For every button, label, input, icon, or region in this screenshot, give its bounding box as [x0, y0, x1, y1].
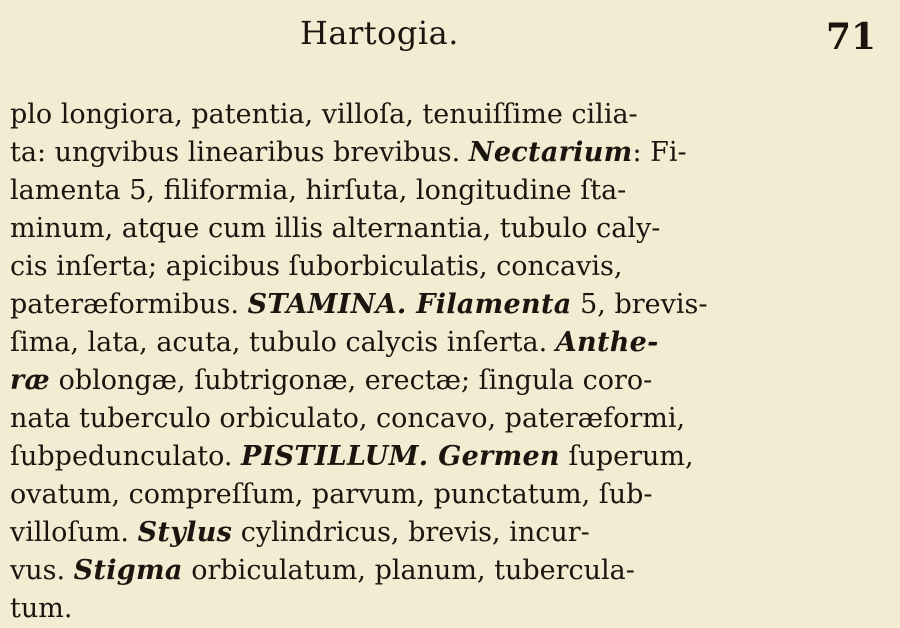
text-line	[10, 210, 770, 248]
text-segment: minum, atque cum illis alternantia, tubulo caly-	[10, 213, 661, 244]
running-head-title: Hartogia.	[300, 14, 459, 52]
text-segment: ſima, lata, acuta, tubulo calycis inſerta.	[10, 327, 556, 358]
text-line	[10, 438, 770, 476]
text-line	[10, 400, 770, 438]
text-segment: ovatum, compreſſum, parvum, punctatum, ſub-	[10, 479, 653, 510]
text-segment: cis inſerta; apicibus ſuborbiculatis, concavis,	[10, 251, 623, 282]
italic-term: PISTILLUM. Germen	[241, 441, 560, 472]
text-line	[10, 172, 770, 210]
text-segment: cylindricus, brevis, incur-	[232, 517, 590, 548]
italic-term: STAMINA. Filamenta	[247, 289, 572, 320]
text-segment: villoſum.	[10, 517, 138, 548]
text-segment: ſuperum,	[559, 441, 694, 472]
italic-term: Stigma	[73, 555, 183, 586]
body-text	[10, 96, 770, 624]
page-number: 71	[826, 16, 877, 58]
text-line	[10, 134, 770, 172]
italic-term: ræ	[10, 365, 50, 396]
text-segment: plo longiora, patentia, villoſa, tenuiſſime cilia-	[10, 99, 638, 130]
text-segment: 5, brevis-	[571, 289, 708, 320]
text-segment: ſubpedunculato.	[10, 441, 242, 472]
text-segment: lamenta 5, filiformia, hirſuta, longitudine ſta-	[10, 175, 627, 206]
text-line	[10, 286, 770, 324]
text-segment: pateræformibus.	[10, 289, 248, 320]
text-line	[10, 362, 770, 400]
text-line	[10, 248, 770, 286]
italic-term: Nectarium	[468, 137, 633, 168]
text-segment: tum.	[10, 593, 73, 624]
text-segment: orbiculatum, planum, tubercula-	[182, 555, 635, 586]
text-line	[10, 476, 770, 514]
text-line	[10, 96, 770, 134]
text-line	[10, 324, 770, 362]
text-line	[10, 514, 770, 552]
text-segment: : Fi-	[632, 137, 687, 168]
text-segment: vus.	[10, 555, 74, 586]
text-segment: nata tuberculo orbiculato, concavo, pateræformi,	[10, 403, 686, 434]
italic-term: Anthe-	[555, 327, 659, 358]
text-segment: oblongæ, ſubtrigonæ, erectæ; ſingula coro-	[49, 365, 653, 396]
text-line	[10, 590, 770, 624]
italic-term: Stylus	[137, 517, 233, 548]
text-segment: ta: ungvibus linearibus brevibus.	[10, 137, 469, 168]
text-line	[10, 552, 770, 590]
